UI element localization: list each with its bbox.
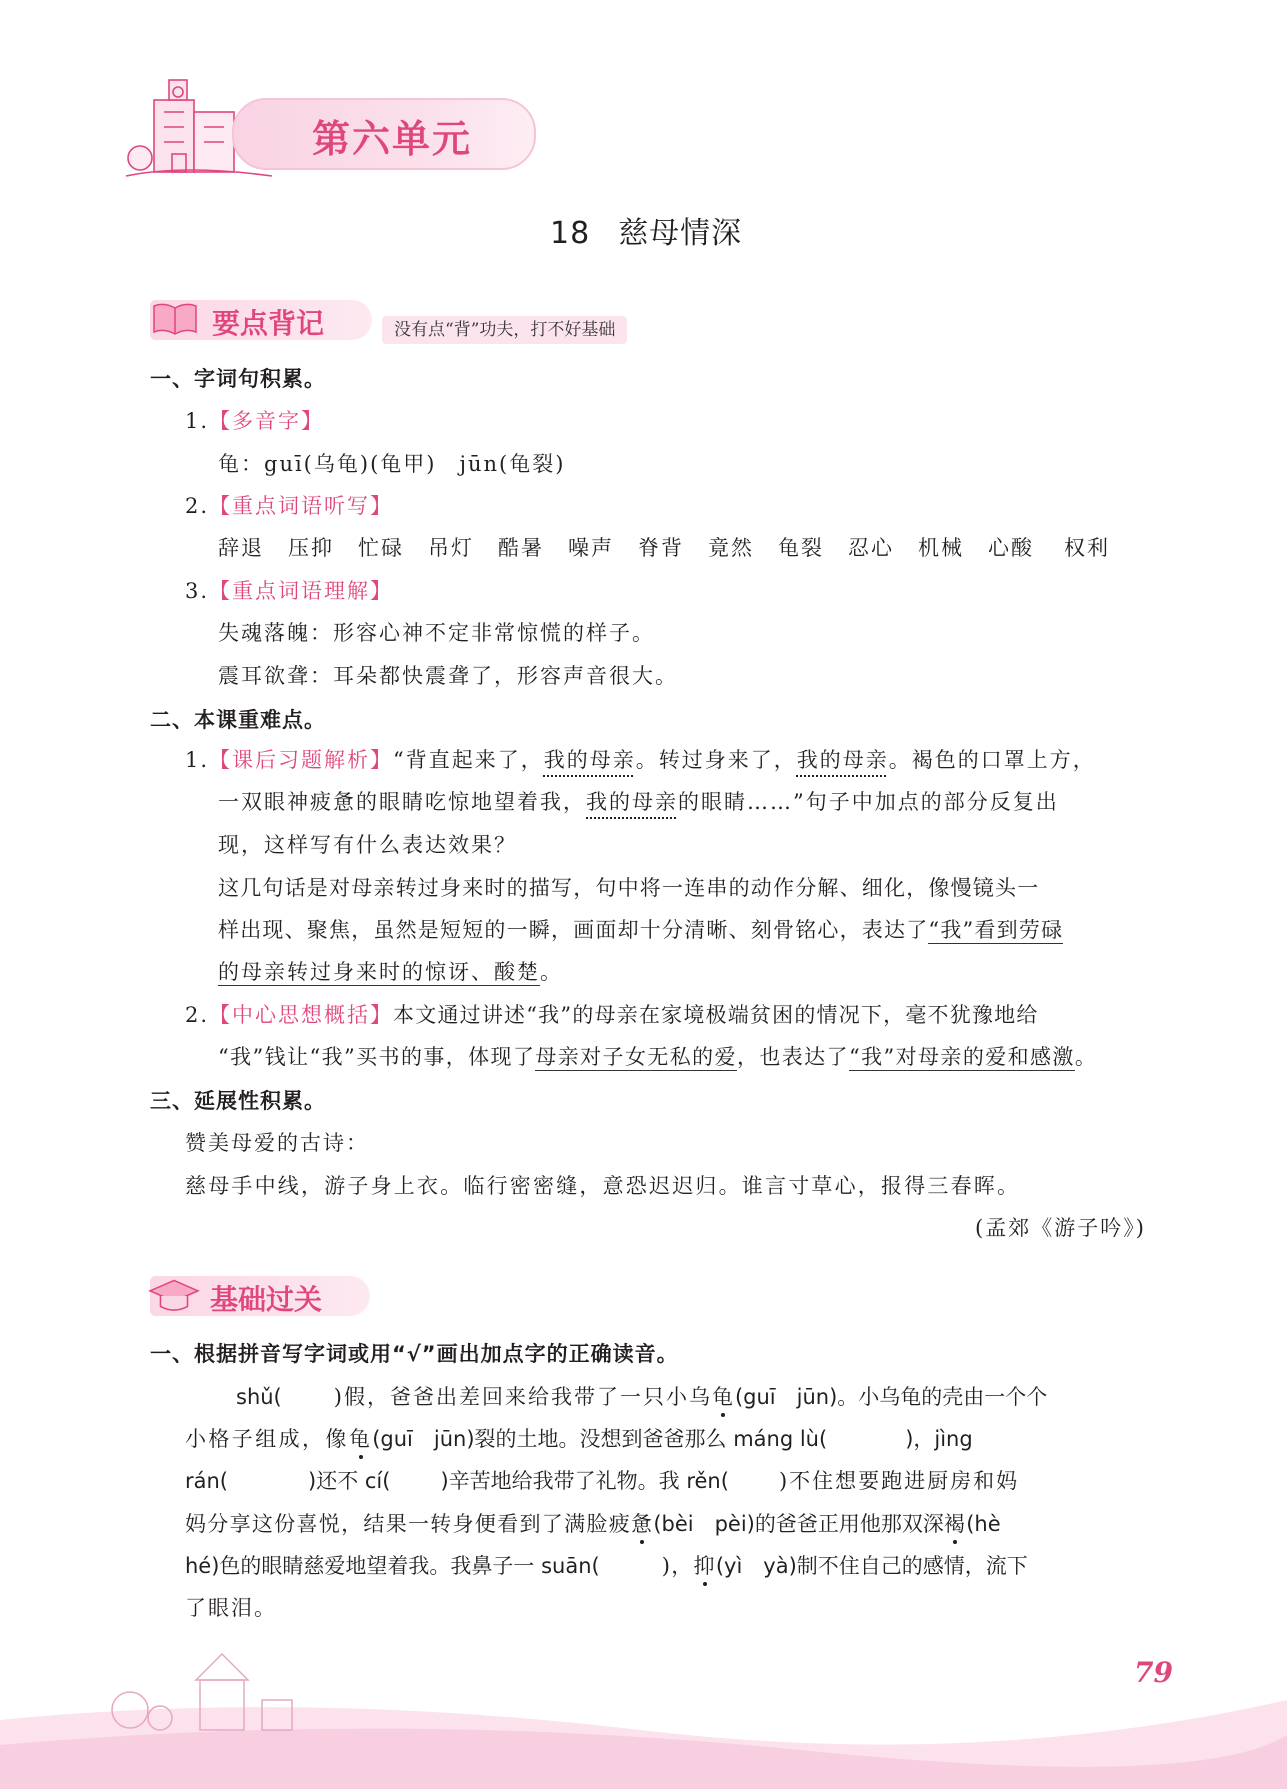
p2-item2-num: 2. — [185, 1003, 210, 1027]
pinyin: rán( — [185, 1469, 229, 1493]
dotted-phrase: 我的母亲 — [543, 748, 636, 772]
p3-line-2: 慈母手中线，游子身上衣。临行密密缝，意恐迟迟归。谁言寸草心，报得三春晖。 — [185, 1174, 1021, 1198]
q1-line-2 — [185, 1423, 973, 1453]
dotted-phrase: 我的母亲 — [586, 790, 678, 814]
text: 本文通过讲述“我”的母亲在家境极端贫困的情况下，毫不犹豫地给 — [393, 1003, 1039, 1027]
item3-line-1: 失魂落魄：形容心神不定非常惊慌的样子。 — [218, 621, 655, 645]
p2-item2-line-1 — [185, 999, 1039, 1029]
dotted-char: 龟 — [348, 1427, 373, 1451]
lesson-title — [550, 208, 742, 252]
part3-heading: 三、延展性积累。 — [150, 1089, 326, 1113]
item2-words — [218, 532, 1110, 562]
pinyin: hé)色的眼睛慈爱地望着我。我鼻子一 suān( — [185, 1554, 600, 1578]
p2-item2-label: 【中心思想概括】 — [209, 1003, 394, 1027]
text: 妈分享这份喜悦，结果一转身便看到了满脸疲 — [185, 1512, 631, 1536]
pinyin-choice[interactable]: (bèi pèi)的爸爸正用他那双深 — [653, 1512, 944, 1536]
footer-decoration — [0, 1640, 1287, 1789]
word: 忙碌 — [358, 536, 404, 560]
item3-num: 3. — [185, 579, 210, 603]
p3-source: (孟郊《游子吟》) — [975, 1216, 1146, 1240]
p2-answer-line-1: 这几句话是对母亲转过身来时的描写，句中将一连串的动作分解、细化，像慢镜头一 — [218, 876, 1040, 900]
item1-row — [185, 405, 324, 435]
underlined-phrase: “我”对母亲的爱和感激 — [848, 1045, 1075, 1069]
word: 吊灯 — [428, 536, 474, 560]
text: 。 — [540, 960, 563, 984]
text: )， — [661, 1554, 694, 1578]
item3-row — [185, 575, 393, 605]
p2-question-line-2 — [218, 786, 1059, 816]
text: 。 — [1074, 1045, 1098, 1069]
word: 竟然 — [708, 536, 754, 560]
pinyin: shǔ( — [236, 1385, 282, 1409]
item3-line-2: 震耳欲聋：耳朵都快震聋了，形容声音很大。 — [218, 664, 678, 688]
p2-item2-line-2 — [218, 1041, 1097, 1071]
q1-line-3 — [185, 1465, 1019, 1495]
section2-heading: 基础过关 — [210, 1283, 323, 1316]
p2-item1-num: 1. — [185, 748, 210, 772]
word: 脊背 — [638, 536, 684, 560]
section1-tag: 没有点“背”功夫，打不好基础 — [382, 316, 627, 344]
item1-num: 1. — [185, 409, 210, 433]
item2-row — [185, 490, 393, 520]
pinyin-choice[interactable]: (yì yà)制不住自己的感情，流下 — [715, 1554, 1028, 1578]
word: 噪声 — [568, 536, 614, 560]
p2-answer-line-2 — [218, 914, 1063, 944]
underlined-phrase: “我”看到劳碌 — [928, 918, 1064, 942]
q1-line-5 — [185, 1550, 1028, 1580]
p2-question-line-3: 现，这样写有什么表达效果？ — [218, 833, 517, 857]
pinyin: )，jìng — [905, 1427, 973, 1451]
word: 龟裂 — [778, 536, 824, 560]
pinyin: )辛苦地给我带了礼物。我 rěn( — [440, 1469, 729, 1493]
word: 忍心 — [848, 536, 894, 560]
p2-question-line-1 — [185, 744, 1096, 774]
item1-line: 龟：guī(乌龟)(龟甲) jūn(龟裂) — [218, 452, 566, 476]
p2-answer-line-3 — [218, 956, 563, 986]
q1-heading: 一、根据拼音写字词或用“√”画出加点字的正确读音。 — [150, 1342, 679, 1366]
dotted-char: 龟 — [711, 1385, 735, 1409]
text: ，也表达了 — [736, 1045, 849, 1069]
p2-item1-label: 【课后习题解析】 — [209, 748, 394, 772]
part1-heading: 一、字词句积累。 — [150, 367, 326, 391]
pinyin: )还不 cí( — [308, 1469, 391, 1493]
item1-label: 【多音字】 — [209, 409, 325, 433]
text: 小格子组成，像 — [185, 1427, 349, 1451]
lesson-name: 慈母情深 — [618, 216, 743, 251]
item2-num: 2. — [185, 494, 210, 518]
text: )不住想要跑进厨房和妈 — [778, 1469, 1020, 1493]
underlined-phrase: 母亲对子女无私的爱 — [535, 1045, 737, 1069]
open-book-icon — [150, 298, 200, 338]
p3-line-1: 赞美母爱的古诗： — [185, 1131, 369, 1155]
text: )假，爸爸出差回来给我带了一只小乌 — [333, 1385, 712, 1409]
dotted-char: 抑 — [693, 1554, 716, 1578]
pinyin-choice[interactable]: (hè — [966, 1512, 1001, 1536]
word: 心酸 — [988, 536, 1034, 560]
text: 样出现、聚焦，虽然是短短的一瞬，画面却十分清晰、刻骨铭心，表达了 — [218, 918, 929, 942]
item2-label: 【重点词语听写】 — [209, 494, 394, 518]
word: 压抑 — [288, 536, 334, 560]
unit-title: 第六单元 — [312, 117, 473, 161]
pinyin-choice[interactable]: (guī jūn)裂的土地。没想到爸爸那么 máng lù( — [372, 1427, 828, 1451]
pinyin-choice[interactable]: (guī jūn)。小乌龟的壳由一个个 — [734, 1385, 1048, 1409]
text: “背直起来了， — [393, 748, 544, 772]
part2-heading: 二、本课重难点。 — [150, 708, 326, 732]
item3-label: 【重点词语理解】 — [209, 579, 394, 603]
word: 辞退 — [218, 536, 264, 560]
dotted-char: 褐 — [943, 1512, 967, 1536]
word: 酷暑 — [498, 536, 544, 560]
q1-line-6: 了眼泪。 — [185, 1596, 277, 1620]
q1-line-1 — [236, 1381, 1047, 1411]
lesson-number: 18 — [550, 216, 591, 251]
text: “我”钱让“我”买书的事，体现了 — [218, 1045, 536, 1069]
section1-heading: 要点背记 — [212, 307, 325, 340]
dotted-char: 惫 — [631, 1512, 654, 1536]
word: 权利 — [1064, 536, 1110, 560]
word: 机械 — [918, 536, 964, 560]
q1-line-4 — [185, 1508, 1001, 1538]
text: 。褐色的口罩上方， — [888, 748, 1096, 772]
page-number: 79 — [1134, 1656, 1173, 1689]
text: 。转过身来了， — [635, 748, 797, 772]
text: 一双眼神疲惫的眼睛吃惊地望着我， — [218, 790, 586, 814]
dotted-phrase: 我的母亲 — [796, 748, 889, 772]
underlined-phrase: 的母亲转过身来时的惊讶、酸楚 — [218, 960, 540, 984]
graduation-cap-icon — [148, 1274, 200, 1316]
text: 的眼睛……”句子中加点的部分反复出 — [678, 790, 1059, 814]
